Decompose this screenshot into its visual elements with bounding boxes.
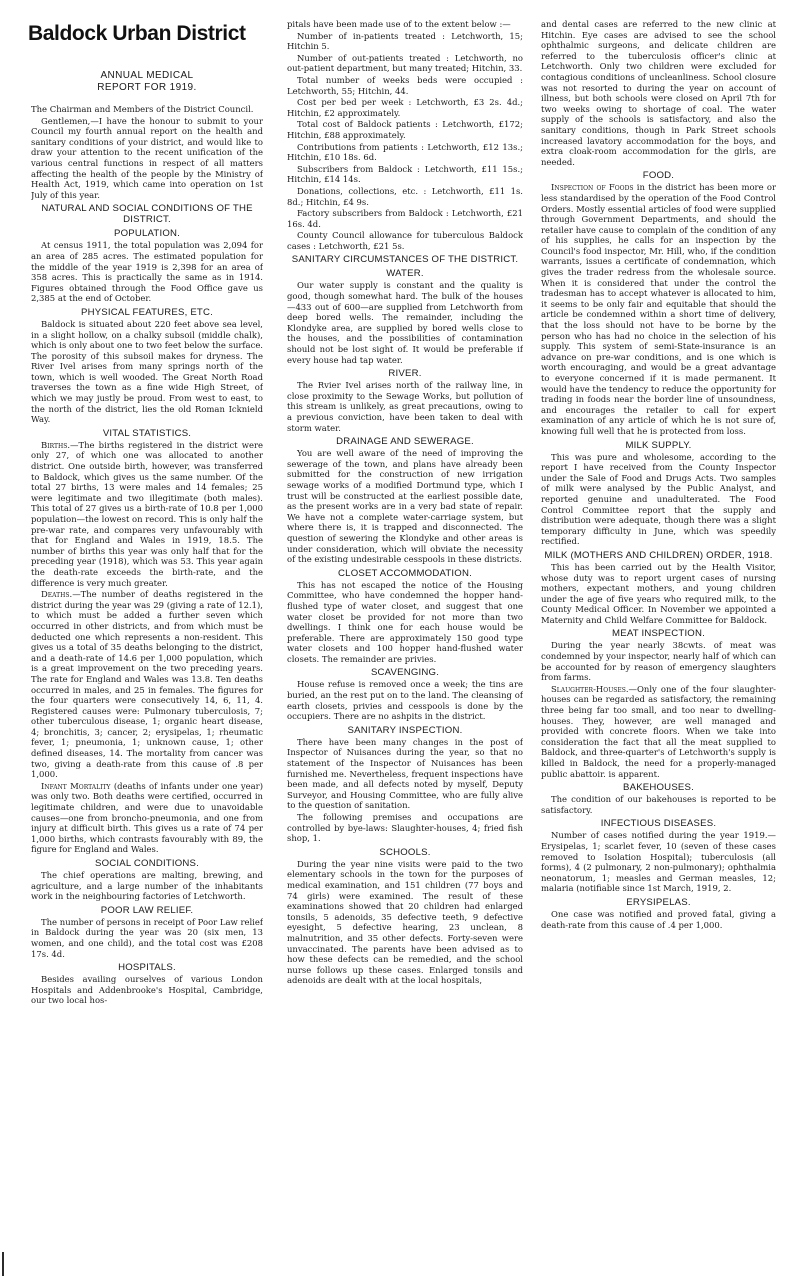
paragraph-lead: Deaths. xyxy=(41,589,73,600)
section-heading: MEAT INSPECTION. xyxy=(612,628,705,640)
district-title: Baldock Urban District xyxy=(28,22,246,45)
paragraph-text: Our water supply is constant and the quality is good, though somewhat hard. The bulk of the houses—433 out of 600—are supplied from Letchworth from deep bored wells. The remainder, including the Klondyke area, are supplied by bored wells close to the houses, and the possibilities of contamination should not be lost sight of. It would be preferable if every house had tap water. xyxy=(287,280,523,365)
section-heading: INFECTIOUS DISEASES. xyxy=(600,818,717,830)
paragraph xyxy=(31,440,263,588)
paragraph-text: During the year nine visits were paid to the two elementary schools in the town for the purposes of medical examination, and 151 children (77 boys and 74 girls) were examined. The result of these examinations showed that 20 children had enlarged tonsils, 5 adenoids, 35 defective teeth, 9 defective eyesight, 5 defective hearing, 23 unclean, 8 malnutrition, and 35 other defects. Forty-seven were unvaccinated. The parents have been advised as to how these defects can be remedied, and the school nurse follows up these cases. Enlarged tonsils and adenoids are dealt with at the local hospitals, xyxy=(287,858,523,986)
section-heading: SANITARY CIRCUMSTANCES OF THE DISTRICT. xyxy=(291,254,519,266)
paragraph-lead: Slaughter-Houses. xyxy=(551,683,629,694)
paragraph xyxy=(31,589,263,780)
paragraph-text: The number of persons in receipt of Poor Law relief in Baldock during the year was 20 (six men, 13 women, and one child), and the total cost was £208 17s. 4d. xyxy=(31,916,263,959)
paragraph-text: One case was notified and proved fatal, giving a death-rate from this cause of .4 per 1,000. xyxy=(541,908,776,930)
paragraph-text: Cost per bed per week : Letchworth, £3 2s. 4d.; Hitchin, £2 approximately. xyxy=(287,97,523,118)
section-heading: VITAL STATISTICS. xyxy=(102,427,192,439)
paragraph-text: The Chairman and Members of the District Council. xyxy=(31,104,254,114)
paragraph xyxy=(541,830,776,894)
paragraph-text: —Only one of the four slaughter-houses can be regarded as satisfactory, the remaining three being far too small, and too near to dwelling-houses. They, however, are well managed and provided with concrete floors. When we take into consideration the fact that all the meat supplied to Baldock, and three-quarter's of Letchworth's supply is killed in Baldock, the need for a properly-managed public abattoir. is apparent. xyxy=(541,683,776,779)
paragraph xyxy=(287,448,523,565)
paragraph xyxy=(287,31,523,52)
report-heading: ANNUAL MEDICAL REPORT FOR 1919. xyxy=(97,70,197,93)
paragraph xyxy=(31,116,263,201)
paragraph xyxy=(287,142,523,163)
section-heading: MILK SUPPLY. xyxy=(625,439,692,451)
section-heading: RIVER. xyxy=(388,368,422,380)
section-heading: WATER. xyxy=(386,268,424,280)
paragraph xyxy=(287,230,523,251)
paragraph xyxy=(31,974,263,1006)
paragraph-text: Number of out-patients treated : Letchworth, no out-patient department, but many treated; Hitchin, 33. xyxy=(287,52,523,74)
paragraph xyxy=(541,640,776,682)
paragraph-text: This has been carried out by the Health Visitor, whose duty was to report urgent cases of nursing mothers, expectant mothers, and young children under the age of five years who required milk, to the County Medical Officer. In November we appointed a Maternity and Child Welfare Committee for Baldock. xyxy=(541,561,776,625)
paragraph-text: At census 1911, the total population was 2,094 for an area of 285 acres. The estimated population for the middle of the year 1919 is 2,398 for an area of 358 acres. This is practically the same as in 1914. Figures obtained through the Food Office gave us 2,385 at the end of October. xyxy=(31,240,263,304)
paragraph xyxy=(31,104,263,115)
paragraph-text: House refuse is removed once a week; the tins are buried, an the rest put on to the land. The cleansing of earth closets, privies and cesspools is done by the occupiers. There are no ashpits in the district. xyxy=(287,679,523,722)
section-heading: BAKEHOUSES. xyxy=(623,782,694,794)
paragraph xyxy=(541,452,776,547)
paragraph xyxy=(287,19,523,30)
paragraph xyxy=(31,870,263,902)
paragraph-text: The chief operations are malting, brewing, and agriculture, and a large number of the inhabitants work in the neighbouring factories of Letchworth. xyxy=(31,870,263,902)
section-heading: SCAVENGING. xyxy=(370,667,440,679)
paragraph-lead: Infant Mortality xyxy=(41,780,111,791)
paragraph xyxy=(31,240,263,304)
paragraph-text: Factory subscribers from Baldock : Letchworth, £21 16s. 4d. xyxy=(287,208,523,229)
paragraph xyxy=(31,917,263,959)
paragraph-text: (deaths of infants under one year) was only two. Both deaths were certified, occurred in legitimate children, and were due to unavoidable causes—one from broncho-pneumonia, and one from injury at difficult birth. This gives us a rate of 74 per 1,000 births, which contrasts favourably with 89, the figure for England and Wales. xyxy=(31,780,263,855)
paragraph-text: Subscribers from Baldock : Letchworth, £11 15s.; Hitchin, £14 14s. xyxy=(287,163,523,185)
paragraph xyxy=(287,380,523,433)
paragraph xyxy=(541,909,776,930)
paragraph xyxy=(287,119,523,140)
paragraph-text: The following premises and occupations are controlled by bye-laws: Slaughter-houses, 4; fried fish shop, 1. xyxy=(287,812,523,844)
section-heading: DRAINAGE AND SEWERAGE. xyxy=(336,436,474,448)
paragraph-text: pitals have been made use of to the extent below :— xyxy=(287,19,511,29)
paragraph xyxy=(541,562,776,626)
section-heading: PHYSICAL FEATURES, ETC. xyxy=(80,306,213,318)
section-heading: SCHOOLS. xyxy=(379,846,431,858)
paragraph xyxy=(287,97,523,118)
paragraph-text: —The births registered in the district were only 27, of which one was allocated to another district. One outside birth, however, was transferred to Baldock, which gives us the same number. Of the total 27 births, 13 were males and 14 females; 25 were legitimate and two illegitimate (both males). This total of 27 gives us a birth-rate of 10.8 per 1,000 population—the lowest on record. This is only half the pre-war rate, and compares very unfavourably with that for England and Wales in 1919, 18.5. The number of births this year was only half that for the preceding year (1918), which was 53. This year again the death-rate exceeds the birth-rate, and the difference is very much greater. xyxy=(31,439,263,588)
paragraph xyxy=(541,182,776,436)
paragraph xyxy=(287,812,523,844)
paragraph-text: in the district has been more or less standardised by the operation of the Food Control Orders. Mostly essential articles of food were supplied through Government Departments, and should the retailer have cause to complain of the condition of any of his supplies, he calls for an inspection by the Council's food inspector, Mr. Hill, who, if the condition warrants, issues a certificate of condemnation, which gives the trader redress from the wholesale source. When it is considered that under the control the tradesman has to accept whatever is allocated to him, it seems to be only fair and equitable that should the article be condemned within a short time of delivery, that the loss should not have to be borne by the person who has had no choice in the selection of his supply. This system of semi-State-insurance is an advance on pre-war conditions, and is one which is worth encouraging, and would be a great advantage to everyone concerned if it is made permanent. It would have the tendency to reduce the opportunity for trading in foods near the border line of unsoundness, and encourages the retailer to call for expert examination of any article of which he is not sure of, knowing full well that he is protected from loss. xyxy=(541,182,776,436)
section-heading: POOR LAW RELIEF. xyxy=(100,904,194,916)
section-heading: FOOD. xyxy=(642,170,675,182)
paragraph xyxy=(31,781,263,855)
paragraph-text: —The number of deaths registered in the district during the year was 29 (giving a rate of 12.1), to which must be added a further seven which occurred in other districts, and from which must be deducted one which represents a non-resident. This gives us a total of 35 deaths belonging to the district, and a death-rate of 14.6 per 1,000 population, which is a great improvement on the two preceding years. The rate for England and Wales was 13.8. Ten deaths occurred in males, and 25 in females. The figures for the four quarters were consecutively 14, 6, 11, 4. Registered causes were: Pulmonary tuberculosis, 7; other tuberculous disease, 1; organic heart disease, 4; bronchitis, 3; cancer, 2; erysipelas, 1; rheumatic fever, 1; pneumonia, 1; unknown cause, 1; other defined diseases, 14. The mortality from cancer was two, giving a death-rate from this cause of .8 per 1,000. xyxy=(31,589,263,780)
paragraph xyxy=(287,186,523,207)
section-heading: MILK (MOTHERS AND CHILDREN) ORDER, 1918. xyxy=(544,549,773,561)
paragraph xyxy=(541,19,776,167)
paragraph xyxy=(287,53,523,74)
paragraph-text: and dental cases are referred to the new clinic at Hitchin. Eye cases are advised to see the school ophthalmic surgeons, and delicate children are referred to the tuberculosis officer's clinic at Letchworth. Only two children were excluded for contagious conditions of uncleanliness. School closure was not resorted to during the year on account of illness, but both schools were closed on April 7th for two weeks owing to shortage of coal. The water supply of the schools is satisfactory, and also the sanitary conditions, though in Park Street schools increased lavatory accommodation for the boys, and extra cloak-room accommodation for the girls, are needed. xyxy=(541,19,776,167)
section-heading: CLOSET ACCOMMODATION. xyxy=(338,567,472,579)
paragraph-text: There have been many changes in the post of Inspector of Nuisances during the year, so that no statement of the Inspector of Nuisances has been furnished me. Nevertheless, frequent inspections have been made, and all defects noted by myself, Deputy Surveyor, and Housing Committee, who are fully alive to the question of sanitation. xyxy=(287,736,523,811)
paragraph-lead: Inspection of Foods xyxy=(551,182,634,193)
section-heading: HOSPITALS. xyxy=(118,962,176,974)
paragraph xyxy=(287,737,523,811)
section-heading: SOCIAL CONDITIONS. xyxy=(95,858,199,869)
paragraph-text: Contributions from patients : Letchworth, £12 13s.; Hitchin, £10 18s. 6d. xyxy=(287,141,523,163)
paragraph-text: Besides availing ourselves of various London Hospitals and Addenbrooke's Hospital, Cambridge, our two local hos- xyxy=(31,974,263,1006)
paragraph xyxy=(287,75,523,96)
paragraph-text: Total cost of Baldock patients : Letchworth, £172; Hitchin, £88 approximately. xyxy=(287,119,523,140)
paragraph-text: County Council allowance for tuberculous Baldock cases : Letchworth, £21 5s. xyxy=(287,230,523,251)
section-heading: SANITARY INSPECTION. xyxy=(347,724,463,736)
paragraph xyxy=(287,580,523,665)
paragraph xyxy=(287,164,523,185)
text-column-3 xyxy=(541,19,776,1264)
text-column-1 xyxy=(31,66,263,1264)
paragraph xyxy=(541,794,776,815)
paragraph-text: Number of in-patients treated : Letchworth, 15; Hitchin 5. xyxy=(287,30,523,52)
section-heading: ERYSIPELAS. xyxy=(626,896,691,908)
paragraph xyxy=(541,684,776,779)
paragraph-text: Number of cases notified during the year 1919.—Erysipelas, 1; scarlet fever, 10 (seven of these cases removed to Isolation Hospital); tuberculosis (all forms), 4 (2 pulmonary, 2 non-pulmonary); ophthalmia neonatorum, 1; measles and German measles, 12; malaria (notifiable since 1st March, 1919, 2. xyxy=(541,830,776,894)
section-heading: NATURAL AND SOCIAL CONDITIONS OF THE DISTRICT. xyxy=(41,203,253,226)
text-column-2 xyxy=(287,19,523,1264)
paragraph xyxy=(287,280,523,365)
section-heading: POPULATION. xyxy=(114,228,180,240)
paragraph xyxy=(31,319,263,425)
paragraph-text: Gentlemen,—I have the honour to submit to your Council my fourth annual report on the health and sanitary conditions of your district, and would like to draw your attention to the recent unification of the various central functions in respect of all matters affecting the health of the people by the Ministry of Health Act, 1919, which came into operation on 1st July of this year. xyxy=(31,115,263,200)
paragraph-text: The Rvier Ivel arises north of the railway line, in close proximity to the Sewage Works, but pollution of this stream is unlikely, as great precautions, owing to a previous conviction, have been taken to deal with storm water. xyxy=(287,380,523,433)
paragraph-text: During the year nearly 38cwts. of meat was condemned by your inspector, nearly half of which can be accounted for by reason of emergency slaughters from farms. xyxy=(541,640,776,683)
scan-edge-mark xyxy=(2,1252,4,1276)
paragraph-text: This was pure and wholesome, according to the report I have received from the County Inspector under the Sale of Food and Drugs Acts. Two samples of milk were analysed by the Public Analyst, and reported genuine and unadulterated. The Food Control Committee report that the supply and distribution were adequate, though there was a slight temporary difficulty in June, which was speedily rectified. xyxy=(541,451,776,547)
paragraph-text: Donations, collections, etc. : Letchworth, £11 1s. 8d.; Hitchin, £4 9s. xyxy=(287,185,523,207)
paragraph-text: Baldock is situated about 220 feet above sea level, in a slight hollow, on a chalky subsoil (middle chalk), which is only about one to two feet below the surface. The porosity of this subsoil makes for dryness. The River Ivel arises from many springs north of the town, which is well wooded. The Great North Road traverses the town as a fine wide High Street, of which we may justly be proud. From west to east, to the north of the district, lies the old Roman Icknield Way. xyxy=(31,318,263,425)
paragraph-lead: Births. xyxy=(41,439,71,450)
paragraph-text: The condition of our bakehouses is reported to be satisfactory. xyxy=(541,794,776,815)
paragraph-text: Total number of weeks beds were occupied : Letchworth, 55; Hitchin, 44. xyxy=(287,74,523,96)
paragraph xyxy=(287,679,523,721)
paragraph xyxy=(287,859,523,986)
paragraph-text: You are well aware of the need of improving the sewerage of the town, and plans have already been submitted for the construction of new irrigation sewage works of a modified Dortmund type, which I trust will be constructed at the earliest possible date, as the present works are in a very bad state of repair. We have not a complete water-carriage system, but where there is, it is trapped and disconnected. The question of sewering the Klondyke and other areas is under consideration, which will obviate the necessity of the existing undesirable cesspools in these districts. xyxy=(287,448,523,565)
paragraph xyxy=(287,208,523,229)
paragraph-text: This has not escaped the notice of the Housing Committee, who have condemned the hopper hand-flushed type of water closet, and suggest that one water closet be provided for not more than two dwellings. I think one for each house would be preferable. There are approximately 150 good type water closets and 100 hopper hand-flushed water closets. The remainder are privies. xyxy=(287,579,523,664)
